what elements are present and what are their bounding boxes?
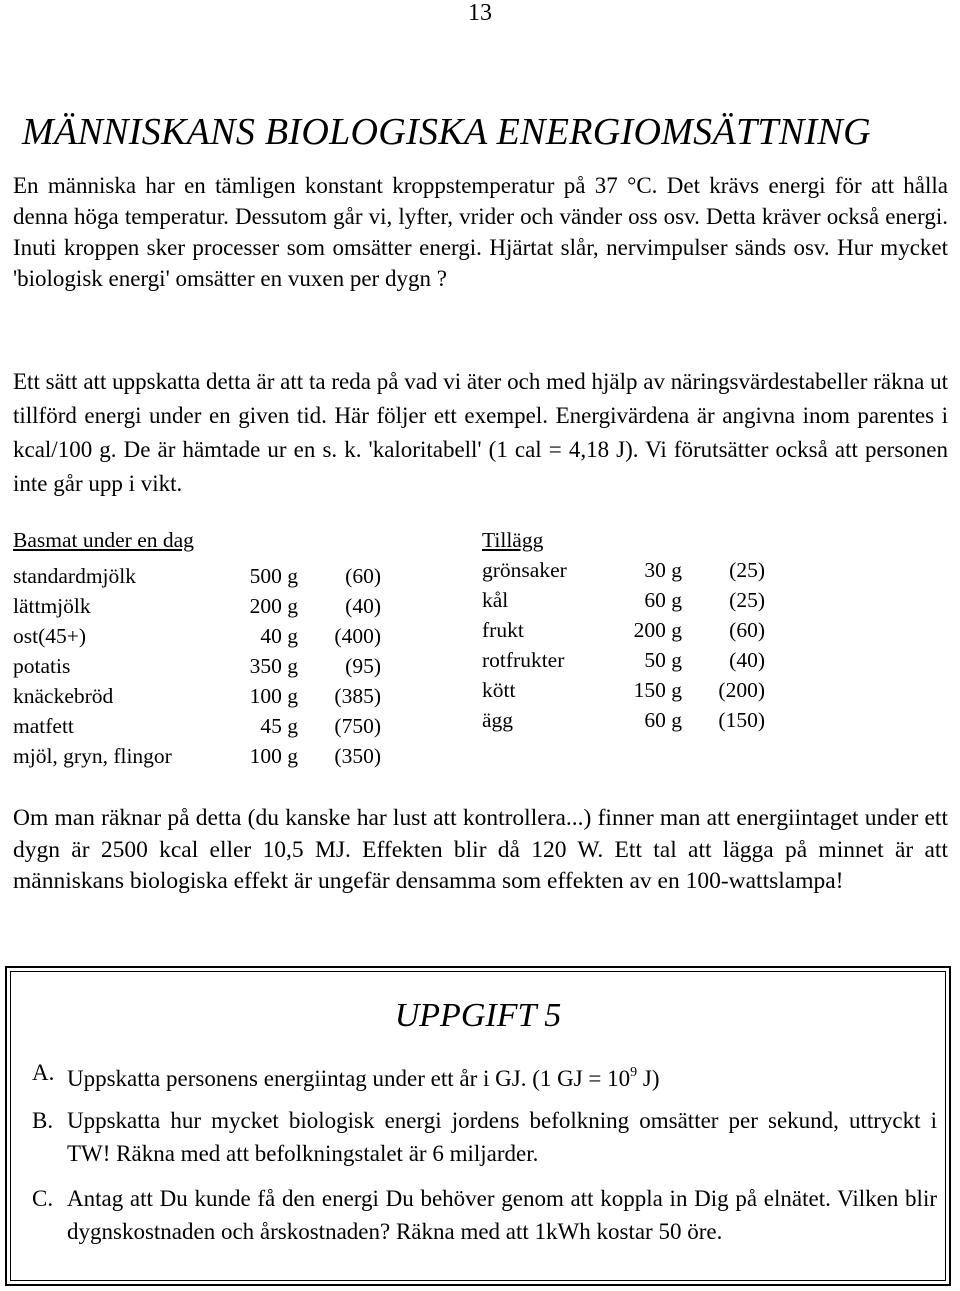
table-row bbox=[13, 654, 383, 684]
table-row bbox=[13, 624, 383, 654]
food-energy: (750) bbox=[334, 714, 381, 738]
food-amount: 500 g bbox=[249, 564, 298, 588]
food-energy: (385) bbox=[334, 684, 381, 708]
task-a-text: Uppskatta personens energiintag under ett år i GJ. (1 GJ = $10^9$ J) bbox=[67, 1065, 660, 1091]
food-amount: 150 g bbox=[633, 678, 682, 702]
food-energy: (350) bbox=[334, 744, 381, 768]
basmat-table bbox=[13, 528, 413, 773]
table-row bbox=[13, 564, 383, 594]
food-amount: 45 g bbox=[260, 714, 298, 738]
task-c-label: C. bbox=[32, 1186, 54, 1211]
intro-paragraph: En människa har en tämligen konstant kroppstemperatur på 37 °C. Det krävs energi för att hålla denna höga temperatur. Dessutom går vi, lyfter, vrider och vänder oss osv. Detta kräver också energi. Inuti kroppen sker processer som omsätter energi. Hjärtat slår, nervimpulser sänds osv. Hur mycket 'biologisk energi' omsätter en vuxen per dygn ? bbox=[13, 173, 948, 291]
food-energy: (25) bbox=[729, 588, 765, 612]
food-amount: 200 g bbox=[633, 618, 682, 642]
conclusion-paragraph: Om man räknar på detta (du kanske har lust att kontrollera...) finner man att energiintaget under ett dygn är 2500 kcal eller 10,5 MJ. Effekten blir då 120 W. Ett tal att lägga på minnet är att människans biologiska effekt är ungefär densamma som effekten av en 100-wattslampa! bbox=[13, 805, 948, 894]
table-row bbox=[482, 708, 767, 738]
food-item: ägg bbox=[482, 708, 514, 732]
food-energy: (150) bbox=[718, 708, 765, 732]
task-b bbox=[32, 1104, 937, 1170]
food-energy: (25) bbox=[729, 558, 765, 582]
task-b-text: Uppskatta hur mycket biologisk energi jordens befolkning omsätter per sekund, uttryckt i TW! Räkna med att befolkningstalet är 6 miljarder. bbox=[67, 1108, 937, 1166]
task-c-text: Antag att Du kunde få den energi Du behöver genom att koppla in Dig på elnätet. Vilken blir dygnskostnaden och årskostnaden? Räkna med att 1kWh kostar 50 öre. bbox=[67, 1186, 937, 1244]
table-row bbox=[13, 684, 383, 714]
task-b-label: B. bbox=[32, 1108, 54, 1133]
food-amount: 50 g bbox=[644, 648, 682, 672]
food-amount: 100 g bbox=[249, 684, 298, 708]
food-item: standardmjölk bbox=[13, 564, 137, 588]
food-item: knäckebröd bbox=[13, 684, 114, 708]
food-energy: (200) bbox=[718, 678, 765, 702]
food-amount: 60 g bbox=[644, 708, 682, 732]
food-energy: (40) bbox=[345, 594, 381, 618]
food-item: lättmjölk bbox=[13, 594, 91, 618]
food-energy: (60) bbox=[729, 618, 765, 642]
food-energy: (400) bbox=[334, 624, 381, 648]
table-row bbox=[482, 648, 767, 678]
table-row bbox=[482, 618, 767, 648]
table-row bbox=[482, 678, 767, 708]
task-a bbox=[32, 1056, 937, 1095]
food-energy: (60) bbox=[345, 564, 381, 588]
food-amount: 30 g bbox=[644, 558, 682, 582]
food-energy: (95) bbox=[345, 654, 381, 678]
page-title: MÄNNISKANS BIOLOGISKA ENERGIOMSÄTTNING bbox=[22, 111, 871, 153]
food-amount: 40 g bbox=[260, 624, 298, 648]
task-box bbox=[5, 966, 951, 1286]
food-amount: 200 g bbox=[249, 594, 298, 618]
tillagg-heading: Tillägg bbox=[482, 528, 544, 552]
task-a-label: A. bbox=[32, 1060, 55, 1085]
food-item: mjöl, gryn, flingor bbox=[13, 744, 172, 768]
food-item: kål bbox=[482, 588, 509, 612]
table-row bbox=[13, 714, 383, 744]
food-item: kött bbox=[482, 678, 516, 702]
food-item: grönsaker bbox=[482, 558, 567, 582]
table-row bbox=[13, 744, 383, 774]
food-item: ost(45+) bbox=[13, 624, 87, 648]
food-item: potatis bbox=[13, 654, 71, 678]
task-title: UPPGIFT 5 bbox=[394, 997, 562, 1034]
task-c bbox=[32, 1182, 937, 1248]
exponent: 9 bbox=[630, 1065, 638, 1080]
basmat-heading: Basmat under en dag bbox=[13, 528, 194, 552]
method-paragraph: Ett sätt att uppskatta detta är att ta reda på vad vi äter och med hjälp av näringsvärdestabeller räkna ut tillförd energi under en given tid. Här följer ett exempel. Energivärdena är angivna inom parentes i kcal/100 g. De är hämtade ur en s. k. 'kaloritabell' (1 cal = 4,18 J). Vi förutsätter också att personen inte går upp i vikt. bbox=[13, 369, 948, 496]
food-amount: 100 g bbox=[249, 744, 298, 768]
food-item: frukt bbox=[482, 618, 524, 642]
food-amount: 60 g bbox=[644, 588, 682, 612]
food-amount: 350 g bbox=[249, 654, 298, 678]
page-number: 13 bbox=[468, 0, 492, 26]
food-energy: (40) bbox=[729, 648, 765, 672]
table-row bbox=[13, 594, 383, 624]
food-item: rotfrukter bbox=[482, 648, 565, 672]
food-item: matfett bbox=[13, 714, 74, 738]
table-row bbox=[482, 558, 767, 588]
tillagg-table bbox=[482, 528, 782, 748]
table-row bbox=[482, 588, 767, 618]
